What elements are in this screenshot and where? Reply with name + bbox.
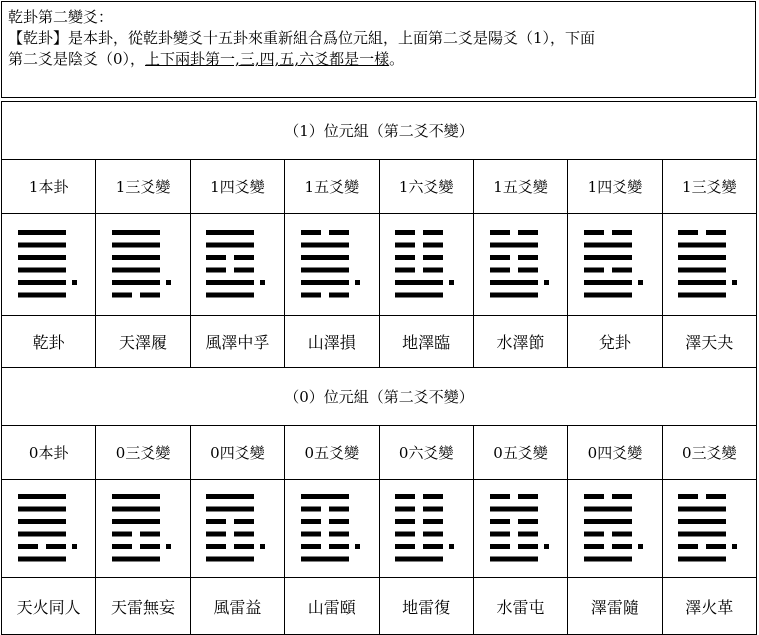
hexagram-figure bbox=[112, 227, 174, 302]
hexagram-cell bbox=[96, 214, 190, 316]
yang-line bbox=[18, 280, 66, 285]
yang-line bbox=[584, 243, 632, 248]
yin-line-segment bbox=[612, 230, 632, 235]
yang-line bbox=[112, 519, 160, 524]
hexagram-name: 天澤履 bbox=[96, 316, 190, 368]
yin-line-segment bbox=[301, 544, 321, 549]
yin-line-segment bbox=[423, 532, 443, 537]
yin-line-segment bbox=[234, 255, 254, 260]
group-1-label: 1本卦 bbox=[2, 160, 96, 214]
group-1-label: 1五爻變 bbox=[473, 160, 567, 214]
yang-line bbox=[112, 494, 160, 499]
yang-line bbox=[301, 494, 349, 499]
yang-line bbox=[112, 557, 160, 562]
yin-line-segment bbox=[423, 519, 443, 524]
intro-line-1: 乾卦第二變爻： bbox=[8, 8, 114, 26]
yin-line-segment bbox=[301, 230, 321, 235]
yang-line bbox=[490, 293, 538, 298]
yang-line bbox=[18, 494, 66, 499]
group-1-label: 1三爻變 bbox=[662, 160, 756, 214]
yin-line-segment bbox=[706, 494, 726, 499]
hexagram-cell bbox=[2, 214, 96, 316]
hexagram-cell bbox=[568, 214, 662, 316]
hexagram-cell bbox=[96, 480, 190, 578]
yin-line-segment bbox=[301, 293, 321, 298]
yang-line bbox=[301, 557, 349, 562]
yin-line-segment bbox=[206, 268, 226, 273]
hexagram-cell bbox=[2, 480, 96, 578]
yang-line bbox=[18, 532, 66, 537]
yin-line-segment bbox=[395, 519, 415, 524]
yin-line-segment bbox=[612, 494, 632, 499]
yin-line-segment bbox=[678, 230, 698, 235]
hexagram-name: 風澤中孚 bbox=[190, 316, 284, 368]
intro-line-3 bbox=[8, 49, 749, 70]
yin-line-segment bbox=[112, 544, 132, 549]
yin-line-segment bbox=[301, 507, 321, 512]
yang-line bbox=[206, 293, 254, 298]
yin-line-segment bbox=[329, 544, 349, 549]
yin-line-segment bbox=[234, 544, 254, 549]
yin-line-segment bbox=[584, 268, 604, 273]
hexagram-name: 兌卦 bbox=[568, 316, 662, 368]
hexagram-figure bbox=[301, 491, 363, 566]
yang-line bbox=[678, 243, 726, 248]
hexagram-name: 水澤節 bbox=[473, 316, 567, 368]
yang-line bbox=[490, 557, 538, 562]
hexagram-name: 水雷屯 bbox=[473, 578, 567, 635]
hexagram-figure bbox=[395, 491, 457, 566]
second-line-marker bbox=[72, 544, 77, 549]
group-1-header: （1）位元組（第二爻不變） bbox=[2, 102, 757, 160]
group-0-label: 0三爻變 bbox=[96, 426, 190, 480]
second-line-marker bbox=[638, 280, 643, 285]
hexagram-figure bbox=[395, 227, 457, 302]
yang-line bbox=[206, 243, 254, 248]
group-0-header: （0）位元組（第二爻不變） bbox=[2, 368, 757, 426]
hexagram-cell bbox=[473, 480, 567, 578]
hexagram-figure bbox=[18, 227, 80, 302]
yin-line-segment bbox=[329, 532, 349, 537]
group-1-label: 1六爻變 bbox=[379, 160, 473, 214]
yin-line-segment bbox=[518, 268, 538, 273]
hexagram-figure bbox=[490, 491, 552, 566]
yang-line bbox=[112, 230, 160, 235]
yin-line-segment bbox=[140, 293, 160, 298]
group-1-label: 1四爻變 bbox=[568, 160, 662, 214]
yang-line bbox=[18, 243, 66, 248]
yin-line-segment bbox=[395, 243, 415, 248]
yang-line bbox=[18, 293, 66, 298]
yin-line-segment bbox=[206, 532, 226, 537]
yang-line bbox=[490, 507, 538, 512]
yin-line-segment bbox=[490, 519, 510, 524]
second-line-marker bbox=[260, 544, 265, 549]
second-line-marker bbox=[732, 544, 737, 549]
yin-line-segment bbox=[678, 494, 698, 499]
yang-line bbox=[678, 532, 726, 537]
yin-line-segment bbox=[584, 532, 604, 537]
yang-line bbox=[395, 293, 443, 298]
yin-line-segment bbox=[329, 519, 349, 524]
yang-line bbox=[206, 557, 254, 562]
hexagram-figure bbox=[678, 491, 740, 566]
yang-line bbox=[206, 230, 254, 235]
group-0-label: 0五爻變 bbox=[285, 426, 379, 480]
yang-line bbox=[206, 280, 254, 285]
hexagram-name: 澤天夬 bbox=[662, 316, 756, 368]
intro-line-3-end: 。 bbox=[389, 50, 405, 68]
hexagram-table bbox=[1, 101, 757, 635]
second-line-marker bbox=[544, 280, 549, 285]
yin-line-segment bbox=[206, 544, 226, 549]
hexagram-name: 澤火革 bbox=[662, 578, 756, 635]
yang-line bbox=[678, 519, 726, 524]
second-line-marker bbox=[355, 280, 360, 285]
second-line-marker bbox=[638, 544, 643, 549]
yin-line-segment bbox=[423, 544, 443, 549]
yin-line-segment bbox=[395, 494, 415, 499]
yin-line-segment bbox=[140, 532, 160, 537]
yin-line-segment bbox=[301, 519, 321, 524]
yang-line bbox=[584, 557, 632, 562]
hexagram-name: 澤雷隨 bbox=[568, 578, 662, 635]
intro-text-box bbox=[1, 1, 756, 98]
intro-underlined-text: 上下兩卦第一,三,四,五,六爻都是一樣 bbox=[145, 50, 390, 68]
yin-line-segment bbox=[234, 519, 254, 524]
yang-line bbox=[678, 280, 726, 285]
yin-line-segment bbox=[706, 544, 726, 549]
yin-line-segment bbox=[206, 255, 226, 260]
group-0-label: 0四爻變 bbox=[190, 426, 284, 480]
yin-line-segment bbox=[395, 268, 415, 273]
yang-line bbox=[112, 255, 160, 260]
yang-line bbox=[301, 255, 349, 260]
group-1-label: 1五爻變 bbox=[285, 160, 379, 214]
group-0-label: 0四爻變 bbox=[568, 426, 662, 480]
hexagram-name: 風雷益 bbox=[190, 578, 284, 635]
yang-line bbox=[112, 268, 160, 273]
hexagram-figure bbox=[206, 227, 268, 302]
hexagram-cell bbox=[662, 214, 756, 316]
hexagram-name: 山雷頤 bbox=[285, 578, 379, 635]
hexagram-cell bbox=[379, 214, 473, 316]
yang-line bbox=[490, 243, 538, 248]
yin-line-segment bbox=[518, 532, 538, 537]
intro-line-2: 【乾卦】是本卦，從乾卦變爻十五卦來重新組合爲位元組，上面第二爻是陽爻（1），下面 bbox=[8, 29, 596, 47]
yang-line bbox=[18, 268, 66, 273]
yang-line bbox=[112, 507, 160, 512]
hexagram-name: 地雷復 bbox=[379, 578, 473, 635]
yang-line bbox=[112, 243, 160, 248]
hexagram-name: 乾卦 bbox=[2, 316, 96, 368]
yin-line-segment bbox=[18, 544, 38, 549]
hexagram-cell bbox=[285, 480, 379, 578]
hexagram-figure bbox=[112, 491, 174, 566]
hexagram-cell bbox=[379, 480, 473, 578]
yin-line-segment bbox=[584, 230, 604, 235]
yin-line-segment bbox=[329, 230, 349, 235]
yang-line bbox=[584, 507, 632, 512]
yin-line-segment bbox=[395, 544, 415, 549]
yang-line bbox=[18, 557, 66, 562]
hexagram-name: 山澤損 bbox=[285, 316, 379, 368]
yang-line bbox=[301, 280, 349, 285]
second-line-marker bbox=[166, 280, 171, 285]
yang-line bbox=[584, 255, 632, 260]
yin-line-segment bbox=[112, 532, 132, 537]
yin-line-segment bbox=[490, 268, 510, 273]
yang-line bbox=[112, 280, 160, 285]
hexagram-figure bbox=[490, 227, 552, 302]
yin-line-segment bbox=[329, 507, 349, 512]
hexagram-figure bbox=[206, 491, 268, 566]
group-0-label: 0本卦 bbox=[2, 426, 96, 480]
hexagram-cell bbox=[285, 214, 379, 316]
hexagram-figure bbox=[301, 227, 363, 302]
yang-line bbox=[678, 557, 726, 562]
hexagram-figure bbox=[584, 491, 646, 566]
yin-line-segment bbox=[584, 494, 604, 499]
yin-line-segment bbox=[112, 293, 132, 298]
yang-line bbox=[18, 255, 66, 260]
yin-line-segment bbox=[518, 544, 538, 549]
yin-line-segment bbox=[423, 268, 443, 273]
hexagram-cell bbox=[473, 214, 567, 316]
yang-line bbox=[206, 507, 254, 512]
yin-line-segment bbox=[234, 268, 254, 273]
yin-line-segment bbox=[234, 532, 254, 537]
yang-line bbox=[678, 293, 726, 298]
yin-line-segment bbox=[490, 532, 510, 537]
yin-line-segment bbox=[423, 507, 443, 512]
second-line-marker bbox=[166, 544, 171, 549]
yang-line bbox=[490, 280, 538, 285]
yang-line bbox=[18, 507, 66, 512]
yang-line bbox=[678, 268, 726, 273]
yang-line bbox=[584, 293, 632, 298]
yin-line-segment bbox=[395, 230, 415, 235]
yang-line bbox=[395, 557, 443, 562]
yin-line-segment bbox=[612, 268, 632, 273]
group-1-label: 1三爻變 bbox=[96, 160, 190, 214]
second-line-marker bbox=[355, 544, 360, 549]
hexagram-cell bbox=[190, 214, 284, 316]
yin-line-segment bbox=[206, 519, 226, 524]
yang-line bbox=[395, 280, 443, 285]
hexagram-cell bbox=[662, 480, 756, 578]
yang-line bbox=[584, 519, 632, 524]
yin-line-segment bbox=[395, 507, 415, 512]
hexagram-name: 地澤臨 bbox=[379, 316, 473, 368]
yin-line-segment bbox=[301, 532, 321, 537]
yin-line-segment bbox=[423, 230, 443, 235]
yin-line-segment bbox=[678, 544, 698, 549]
second-line-marker bbox=[260, 280, 265, 285]
hexagram-cell bbox=[190, 480, 284, 578]
second-line-marker bbox=[544, 544, 549, 549]
hexagram-figure bbox=[18, 491, 80, 566]
yang-line bbox=[206, 494, 254, 499]
second-line-marker bbox=[72, 280, 77, 285]
yang-line bbox=[18, 519, 66, 524]
second-line-marker bbox=[732, 280, 737, 285]
yin-line-segment bbox=[518, 494, 538, 499]
yin-line-segment bbox=[329, 293, 349, 298]
group-0-label: 0五爻變 bbox=[473, 426, 567, 480]
second-line-marker bbox=[449, 544, 454, 549]
yang-line bbox=[678, 255, 726, 260]
yin-line-segment bbox=[395, 532, 415, 537]
yin-line-segment bbox=[518, 519, 538, 524]
group-0-label: 0六爻變 bbox=[379, 426, 473, 480]
group-1-label: 1四爻變 bbox=[190, 160, 284, 214]
hexagram-figure bbox=[584, 227, 646, 302]
yin-line-segment bbox=[490, 230, 510, 235]
yin-line-segment bbox=[706, 230, 726, 235]
yang-line bbox=[301, 243, 349, 248]
yang-line bbox=[18, 230, 66, 235]
yang-line bbox=[301, 268, 349, 273]
yin-line-segment bbox=[612, 544, 632, 549]
yin-line-segment bbox=[518, 230, 538, 235]
yang-line bbox=[678, 507, 726, 512]
intro-line-3-text: 第二爻是陰爻（0）， bbox=[8, 50, 146, 68]
yin-line-segment bbox=[612, 532, 632, 537]
hexagram-name: 天火同人 bbox=[2, 578, 96, 635]
hexagram-figure bbox=[678, 227, 740, 302]
yin-line-segment bbox=[490, 544, 510, 549]
hexagram-cell bbox=[568, 480, 662, 578]
yin-line-segment bbox=[423, 243, 443, 248]
second-line-marker bbox=[449, 280, 454, 285]
yin-line-segment bbox=[140, 544, 160, 549]
yin-line-segment bbox=[423, 255, 443, 260]
yang-line bbox=[584, 280, 632, 285]
yin-line-segment bbox=[46, 544, 66, 549]
yin-line-segment bbox=[584, 544, 604, 549]
hexagram-name: 天雷無妄 bbox=[96, 578, 190, 635]
yin-line-segment bbox=[518, 255, 538, 260]
yin-line-segment bbox=[395, 255, 415, 260]
yin-line-segment bbox=[423, 494, 443, 499]
yin-line-segment bbox=[490, 494, 510, 499]
yin-line-segment bbox=[490, 255, 510, 260]
group-0-label: 0三爻變 bbox=[662, 426, 756, 480]
